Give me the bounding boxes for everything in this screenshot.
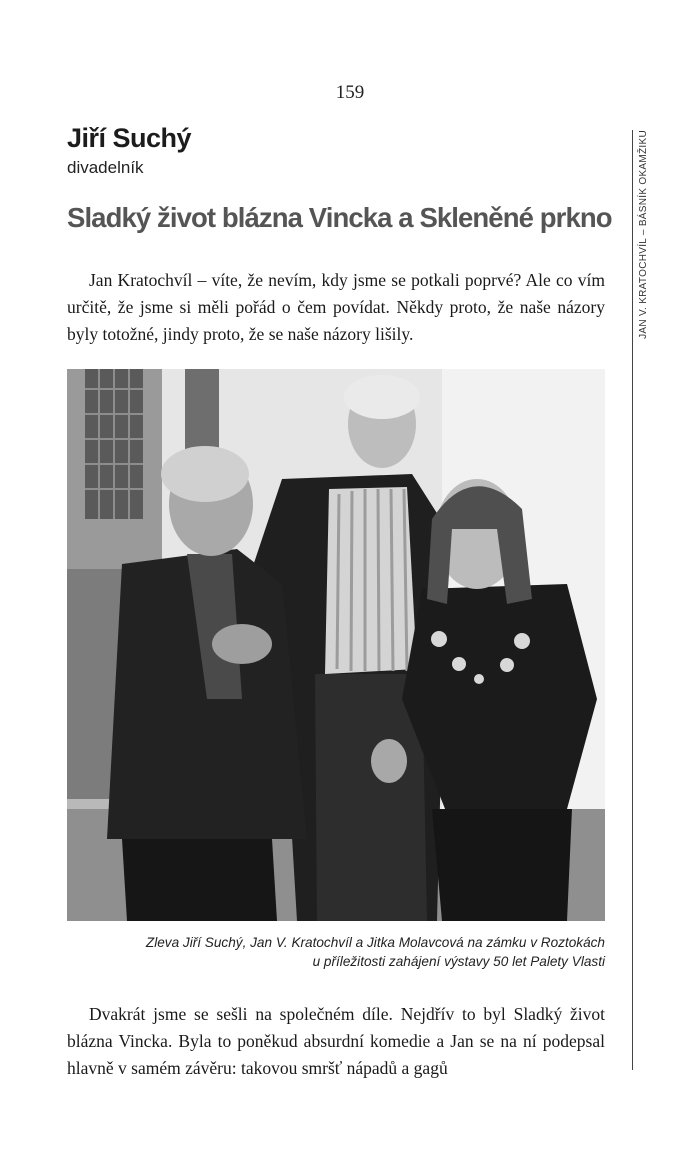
photograph [67,369,605,921]
page-number: 159 [335,82,365,103]
author-role: divadelník [67,158,144,177]
intro-paragraph: Jan Kratochvíl – víte, že nevím, kdy jsme se potkali poprvé? Ale co vím určitě, že jsme si měli pořád o čem povídat. Někdy proto, že naše názory byly totožné, jindy proto, že se naše názory lišily. [67,270,605,344]
author-name: Jiří Suchý [67,123,192,153]
caption-line: Zleva Jiří Suchý, Jan V. Kratochvíl a Jitka Molavcová na zámku v Roztokách [145,935,605,950]
running-head-text: JAN V. KRATOCHVÍL – BÁSNÍK OKAMŽIKU [638,130,649,339]
body-paragraph: Dvakrát jsme se sešli na společném díle. Nejdřív to byl Sladký život blázna Vincka. Byla to poněkud absurdní komedie a Jan se na ní podepsal hlavně v samém závěru: takovou smršť nápadů a gagů [67,1004,605,1078]
margin-rule [632,130,633,1070]
photo-caption [67,933,605,971]
article-title: Sladký život blázna Vincka a Skleněné prkno [67,202,612,233]
caption-line: u příležitosti zahájení výstavy 50 let Palety Vlasti [312,954,605,969]
running-head [636,130,656,340]
